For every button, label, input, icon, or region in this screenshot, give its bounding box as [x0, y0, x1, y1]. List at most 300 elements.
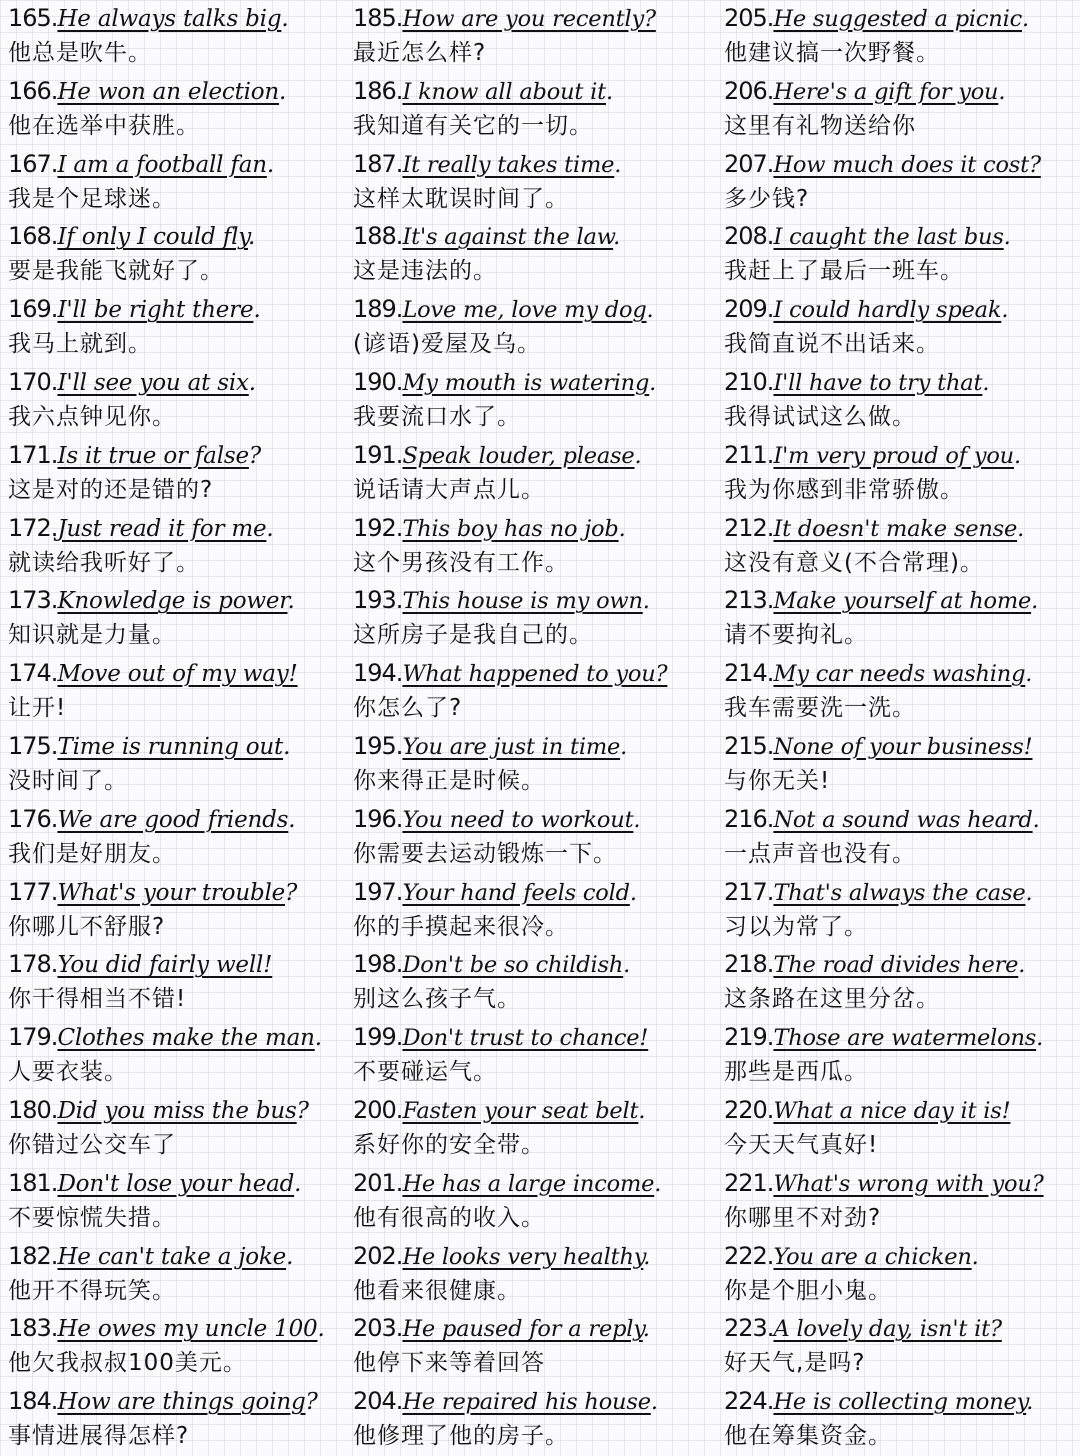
phrase-entry	[8, 1165, 353, 1238]
sentence-end-punctuation: .	[643, 1243, 651, 1270]
english-sentence: Just read it for me	[57, 515, 267, 542]
english-sentence: I know all about it	[402, 78, 607, 105]
english-sentence-line	[8, 582, 353, 619]
phrase-number: 214.	[724, 659, 774, 688]
sentence-end-punctuation: .	[287, 588, 295, 615]
chinese-translation: 习以为常了。	[724, 913, 868, 940]
phrase-entry	[8, 0, 353, 73]
phrase-number: 167.	[8, 149, 58, 178]
phrase-entry	[353, 510, 723, 583]
english-sentence: How much does it cost?	[773, 151, 1041, 178]
english-sentence: You need to workout	[402, 806, 634, 833]
phrase-number: 218.	[724, 950, 774, 979]
english-sentence: Did you miss the bus	[57, 1097, 297, 1124]
phrase-entry	[353, 218, 723, 291]
phrase-number: 192.	[353, 513, 403, 542]
phrase-number: 187.	[353, 149, 403, 178]
english-sentence: It doesn't make sense	[773, 515, 1018, 542]
english-sentence: He always talks big	[57, 6, 282, 32]
phrase-number: 190.	[353, 367, 403, 396]
english-sentence: Those are watermelons	[773, 1025, 1037, 1052]
chinese-translation: 多少钱?	[724, 185, 810, 212]
chinese-translation: 我六点钟见你。	[8, 403, 176, 430]
phrase-number: 223.	[724, 1314, 774, 1343]
chinese-translation: 他建议搞一次野餐。	[724, 40, 940, 66]
phrase-entry	[353, 1092, 723, 1165]
english-sentence: I caught the last bus	[773, 224, 1004, 251]
phrase-number: 201.	[353, 1168, 403, 1197]
english-sentence-line	[8, 0, 353, 37]
chinese-translation: 我们是好朋友。	[8, 840, 176, 867]
english-sentence: My mouth is watering	[402, 369, 650, 396]
phrase-entry	[724, 218, 1080, 291]
phrase-column-1	[8, 0, 353, 1456]
sentence-end-punctuation: .	[1017, 515, 1025, 542]
english-sentence-line	[353, 1019, 723, 1056]
phrase-entry	[724, 946, 1080, 1019]
phrase-number: 182.	[8, 1241, 58, 1270]
sentence-end-punctuation: .	[606, 78, 613, 105]
chinese-translation: 他在筹集资金。	[724, 1423, 892, 1450]
chinese-translation: 那些是西瓜。	[724, 1059, 868, 1086]
phrase-number: 184.	[8, 1387, 58, 1416]
phrase-entry	[8, 655, 353, 728]
english-sentence: He is collecting money	[773, 1389, 1027, 1416]
english-sentence-line	[724, 946, 1080, 983]
chinese-translation: 知识就是力量。	[8, 622, 176, 649]
english-sentence-line	[8, 1310, 353, 1347]
english-sentence-line	[724, 1310, 1080, 1347]
english-sentence: Love me, love my dog	[402, 297, 647, 324]
sentence-end-punctuation: .	[1022, 6, 1029, 32]
english-sentence-line	[353, 655, 723, 692]
english-sentence-line	[724, 437, 1080, 474]
phrase-column-3	[724, 0, 1080, 1456]
phrase-entry	[353, 728, 723, 801]
sentence-end-punctuation: .	[1036, 1025, 1044, 1052]
phrase-entry	[724, 1092, 1080, 1165]
chinese-translation: 你怎么了?	[353, 695, 463, 722]
phrase-number: 170.	[8, 367, 58, 396]
chinese-translation: 我为你感到非常骄傲。	[724, 476, 964, 503]
chinese-translation: 这所房子是我自己的。	[353, 622, 593, 649]
sentence-end-punctuation: .	[1001, 297, 1009, 324]
english-sentence-line	[353, 437, 723, 474]
english-sentence: My car needs washing	[773, 661, 1026, 688]
chinese-translation: 不要惊慌失措。	[8, 1204, 176, 1231]
english-sentence: He owes my uncle 100	[57, 1316, 318, 1343]
english-sentence: You did fairly well!	[57, 952, 273, 979]
phrase-entry	[353, 1019, 723, 1092]
chinese-translation: 你来得正是时候。	[353, 767, 545, 794]
english-sentence-line	[724, 582, 1080, 619]
chinese-translation: 你哪里不对劲?	[724, 1204, 882, 1231]
phrase-entry	[353, 291, 723, 364]
chinese-translation: 我车需要洗一洗。	[724, 695, 916, 722]
phrase-number: 178.	[8, 950, 58, 979]
phrase-entry	[8, 146, 353, 219]
sentence-end-punctuation: ?	[248, 442, 262, 469]
phrase-number: 213.	[724, 586, 774, 615]
phrase-entry	[8, 1092, 353, 1165]
english-sentence-line	[724, 655, 1080, 692]
english-sentence: Speak louder, please	[402, 442, 635, 469]
sentence-end-punctuation: .	[294, 1170, 302, 1197]
english-sentence-line	[353, 874, 723, 911]
english-sentence: He can't take a joke	[57, 1243, 287, 1270]
phrase-entry	[353, 146, 723, 219]
phrase-number: 173.	[8, 586, 58, 615]
english-sentence-line	[8, 510, 353, 547]
sentence-end-punctuation: .	[998, 78, 1006, 105]
phrase-entry	[724, 437, 1080, 510]
chinese-translation: 你的手摸起来很冷。	[353, 913, 569, 940]
sentence-end-punctuation: .	[314, 1025, 322, 1052]
english-sentence: This boy has no job	[402, 515, 619, 542]
phrase-entry	[8, 1238, 353, 1311]
english-sentence-line	[724, 364, 1080, 401]
english-sentence-line	[353, 146, 723, 183]
sentence-end-punctuation: .	[650, 1389, 658, 1416]
phrase-entry	[353, 801, 723, 874]
english-sentence-line	[8, 1238, 353, 1275]
phrase-entry	[8, 364, 353, 437]
english-sentence-line	[724, 874, 1080, 911]
phrase-entry	[724, 728, 1080, 801]
english-sentence: Knowledge is power	[57, 588, 288, 615]
english-sentence-line	[724, 291, 1080, 328]
phrase-number: 215.	[724, 731, 774, 760]
phrase-entry	[8, 510, 353, 583]
phrase-number: 176.	[8, 804, 58, 833]
phrase-number: 179.	[8, 1023, 58, 1052]
chinese-translation: 他停下来等着回答	[353, 1350, 545, 1377]
sentence-end-punctuation: .	[633, 806, 641, 833]
chinese-translation: 这里有礼物送给你	[724, 112, 916, 139]
english-sentence-line	[8, 874, 353, 911]
english-sentence: It's against the law	[402, 224, 614, 251]
chinese-translation: 你哪儿不舒服?	[8, 913, 166, 940]
phrase-number: 212.	[724, 513, 774, 542]
phrase-entry	[8, 1383, 353, 1456]
chinese-translation: 他有很高的收入。	[353, 1204, 545, 1231]
phrase-entry	[724, 146, 1080, 219]
english-sentence: Not a sound was heard	[773, 806, 1033, 833]
phrase-entry	[8, 1019, 353, 1092]
english-sentence-line	[8, 364, 353, 401]
phrase-entry	[353, 73, 723, 146]
sentence-end-punctuation: .	[288, 806, 296, 833]
phrase-entry	[724, 874, 1080, 947]
english-sentence: I could hardly speak	[773, 297, 1002, 324]
phrase-entry	[353, 1310, 723, 1383]
chinese-translation: 你错过公交车了	[8, 1131, 176, 1158]
english-sentence-line	[353, 728, 723, 765]
english-sentence-line	[8, 1092, 353, 1129]
phrase-entry	[353, 0, 723, 73]
chinese-translation: (谚语)爱屋及乌。	[353, 331, 541, 358]
phrase-entry	[353, 946, 723, 1019]
english-sentence-line	[724, 146, 1080, 183]
phrase-number: 177.	[8, 877, 58, 906]
sentence-end-punctuation: .	[642, 588, 650, 615]
phrase-entry	[8, 874, 353, 947]
chinese-translation: 这是违法的。	[353, 258, 497, 285]
chinese-translation: 这个男孩没有工作。	[353, 549, 569, 576]
phrase-entry	[724, 73, 1080, 146]
chinese-translation: 他开不得玩笑。	[8, 1277, 176, 1304]
english-sentence: Clothes make the man	[57, 1025, 315, 1052]
phrase-number: 206.	[724, 76, 774, 105]
phrase-number: 199.	[353, 1023, 403, 1052]
phrase-number: 171.	[8, 440, 58, 469]
english-sentence-line	[724, 1092, 1080, 1129]
phrase-entry	[724, 291, 1080, 364]
english-sentence: It really takes time	[402, 151, 615, 178]
english-sentence: What's wrong with you?	[773, 1170, 1044, 1197]
phrase-entry	[353, 1383, 723, 1456]
sentence-end-punctuation: .	[317, 1316, 325, 1343]
english-sentence-line	[353, 73, 723, 110]
english-sentence: He won an election	[57, 78, 280, 105]
chinese-translation: 事情进展得怎样?	[8, 1423, 190, 1450]
chinese-translation: 他在选举中获胜。	[8, 112, 200, 139]
chinese-translation: 要是我能飞就好了。	[8, 258, 224, 285]
english-sentence: Don't trust to chance!	[402, 1025, 649, 1052]
phrase-number: 193.	[353, 586, 403, 615]
chinese-translation: 我赶上了最后一班车。	[724, 258, 964, 285]
english-sentence: Here's a gift for you	[773, 78, 999, 105]
sentence-end-punctuation: .	[614, 151, 622, 178]
chinese-translation: 别这么孩子气。	[353, 986, 521, 1013]
phrase-entry	[724, 364, 1080, 437]
sentence-end-punctuation: ?	[285, 879, 298, 906]
english-sentence: He repaired his house	[402, 1389, 651, 1416]
english-sentence-line	[8, 73, 353, 110]
english-sentence-line	[353, 1310, 723, 1347]
chinese-translation: 就读给我听好了。	[8, 549, 200, 576]
english-sentence-line	[724, 0, 1080, 37]
phrase-number: 210.	[724, 367, 774, 396]
phrase-number: 188.	[353, 222, 403, 251]
phrase-number: 211.	[724, 440, 774, 469]
english-sentence: He has a large income	[402, 1170, 655, 1197]
phrase-number: 221.	[724, 1168, 774, 1197]
english-sentence-line	[353, 801, 723, 838]
english-sentence-line	[353, 510, 723, 547]
sentence-end-punctuation: .	[646, 297, 654, 324]
chinese-translation: 请不要拘礼。	[724, 622, 868, 649]
sentence-end-punctuation: .	[283, 733, 291, 760]
chinese-translation: 我简直说不出话来。	[724, 331, 940, 358]
phrase-number: 180.	[8, 1095, 58, 1124]
english-sentence-line	[8, 946, 353, 983]
sentence-end-punctuation: .	[618, 515, 626, 542]
english-sentence-line	[353, 1092, 723, 1129]
english-sentence: What's your trouble	[57, 879, 286, 906]
chinese-translation: 我马上就到。	[8, 331, 152, 358]
english-sentence: I'm very proud of you	[773, 442, 1014, 469]
phrase-number: 204.	[353, 1387, 403, 1416]
phrase-number: 219.	[724, 1023, 774, 1052]
sentence-end-punctuation: .	[1013, 442, 1021, 469]
phrase-entry	[724, 510, 1080, 583]
english-sentence-line	[8, 801, 353, 838]
english-sentence-line	[724, 728, 1080, 765]
sentence-end-punctuation: .	[620, 733, 628, 760]
sentence-end-punctuation: .	[613, 224, 621, 251]
chinese-translation: 他修理了他的房子。	[353, 1423, 569, 1450]
english-sentence: Fasten your seat belt	[402, 1097, 639, 1124]
phrase-entry	[353, 1238, 723, 1311]
phrase-number: 220.	[724, 1095, 774, 1124]
phrase-number: 203.	[353, 1314, 403, 1343]
english-sentence-line	[8, 218, 353, 255]
phrase-number: 194.	[353, 659, 403, 688]
english-sentence-line	[353, 1165, 723, 1202]
english-sentence: What happened to you?	[402, 661, 668, 688]
chinese-translation: 这条路在这里分岔。	[724, 986, 940, 1013]
sentence-end-punctuation: .	[1032, 806, 1040, 833]
phrase-entry	[8, 946, 353, 1019]
phrase-entry	[8, 582, 353, 655]
chinese-translation: 一点声音也没有。	[724, 840, 916, 867]
phrase-number: 185.	[353, 4, 403, 32]
phrase-entry	[353, 1165, 723, 1238]
english-sentence-line	[353, 946, 723, 983]
phrase-column-2	[353, 0, 723, 1456]
phrase-number: 175.	[8, 731, 58, 760]
english-sentence: Make yourself at home	[773, 588, 1032, 615]
phrase-entry	[724, 801, 1080, 874]
phrase-number: 209.	[724, 295, 774, 324]
english-sentence-line	[8, 655, 353, 692]
english-sentence-line	[724, 1165, 1080, 1202]
english-sentence-line	[8, 1383, 353, 1420]
english-sentence: You are a chicken	[773, 1243, 972, 1270]
phrase-number: 216.	[724, 804, 774, 833]
sentence-end-punctuation: .	[629, 879, 637, 906]
chinese-translation: 我要流口水了。	[353, 403, 521, 430]
english-sentence-line	[8, 437, 353, 474]
chinese-translation: 你干得相当不错!	[8, 986, 187, 1013]
chinese-translation: 我是个足球迷。	[8, 185, 176, 212]
chinese-translation: 与你无关!	[724, 767, 831, 794]
english-sentence: He looks very healthy	[402, 1243, 644, 1270]
phrase-number: 198.	[353, 950, 403, 979]
sentence-end-punctuation: .	[281, 6, 289, 32]
phrase-number: 186.	[353, 76, 403, 105]
english-sentence-line	[353, 218, 723, 255]
chinese-translation: 最近怎么样?	[353, 40, 487, 66]
phrase-number: 197.	[353, 877, 403, 906]
sentence-end-punctuation: .	[248, 369, 256, 396]
english-sentence: I'll see you at six	[57, 369, 249, 396]
phrase-entry	[8, 73, 353, 146]
phrase-number: 169.	[8, 295, 58, 324]
chinese-translation: 你需要去运动锻炼一下。	[353, 840, 617, 867]
phrase-number: 195.	[353, 731, 403, 760]
phrase-number: 224.	[724, 1387, 774, 1416]
chinese-translation: 我知道有关它的一切。	[353, 112, 593, 139]
chinese-translation: 系好你的安全带。	[353, 1131, 545, 1158]
sentence-end-punctuation: .	[279, 78, 287, 105]
phrase-entry	[8, 291, 353, 364]
phrase-entry	[8, 728, 353, 801]
sentence-end-punctuation: .	[286, 1243, 294, 1270]
phrase-entry	[8, 218, 353, 291]
phrase-number: 205.	[724, 4, 774, 32]
phrase-entry	[353, 655, 723, 728]
sentence-end-punctuation: .	[266, 515, 274, 542]
phrase-number: 191.	[353, 440, 403, 469]
chinese-translation: 说话请大声点儿。	[353, 476, 545, 503]
english-sentence-line	[8, 728, 353, 765]
english-sentence-line	[724, 801, 1080, 838]
phrase-number: 217.	[724, 877, 774, 906]
english-sentence-line	[724, 1383, 1080, 1420]
phrase-entry	[8, 437, 353, 510]
phrase-entry	[724, 1310, 1080, 1383]
chinese-translation: 他看来很健康。	[353, 1277, 521, 1304]
sentence-end-punctuation: .	[248, 224, 256, 251]
english-sentence: I'll be right there	[57, 297, 254, 324]
phrase-number: 166.	[8, 76, 58, 105]
phrase-entry	[8, 801, 353, 874]
sentence-end-punctuation: .	[971, 1243, 979, 1270]
chinese-translation: 他总是吹牛。	[8, 40, 152, 66]
english-sentence-line	[353, 0, 723, 37]
english-sentence: He paused for a reply	[402, 1316, 643, 1343]
english-sentence-line	[8, 1019, 353, 1056]
chinese-translation: 人要衣装。	[8, 1059, 128, 1086]
english-sentence-line	[8, 1165, 353, 1202]
phrase-entry	[353, 364, 723, 437]
english-sentence: Is it true or false	[57, 442, 249, 469]
english-sentence-line	[724, 73, 1080, 110]
sentence-end-punctuation: .	[654, 1170, 662, 1197]
english-sentence: He suggested a picnic	[773, 6, 1023, 32]
sentence-end-punctuation: .	[634, 442, 642, 469]
sentence-end-punctuation: .	[642, 1316, 650, 1343]
english-sentence: How are you recently?	[402, 6, 656, 32]
chinese-translation: 没时间了。	[8, 767, 128, 794]
phrase-number: 172.	[8, 513, 58, 542]
english-sentence-line	[724, 218, 1080, 255]
sentence-end-punctuation: .	[1026, 1389, 1034, 1416]
sentence-end-punctuation: .	[982, 369, 990, 396]
sentence-end-punctuation: ?	[305, 1389, 318, 1416]
phrase-entry	[8, 1310, 353, 1383]
english-sentence: You are just in time	[402, 733, 621, 760]
phrase-entry	[353, 582, 723, 655]
phrase-number: 196.	[353, 804, 403, 833]
phrase-number: 200.	[353, 1095, 403, 1124]
phrase-number: 174.	[8, 659, 58, 688]
sentence-end-punctuation: .	[1025, 879, 1033, 906]
sentence-end-punctuation: .	[1003, 224, 1011, 251]
english-sentence-line	[353, 582, 723, 619]
english-sentence-line	[8, 146, 353, 183]
english-sentence: Don't lose your head	[57, 1170, 295, 1197]
english-sentence-line	[353, 1383, 723, 1420]
english-sentence: I am a football fan	[57, 151, 267, 178]
english-sentence-line	[353, 364, 723, 401]
english-sentence: Time is running out	[57, 733, 284, 760]
english-sentence-line	[724, 1019, 1080, 1056]
english-sentence-line	[724, 1238, 1080, 1275]
sentence-end-punctuation: ?	[296, 1097, 309, 1124]
